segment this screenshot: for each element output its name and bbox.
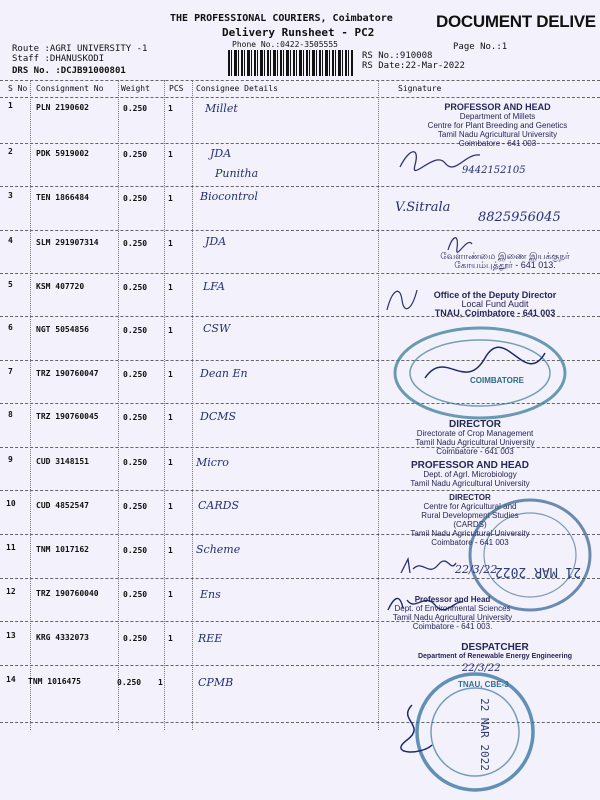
row-consignment: TRZ 190760040: [36, 589, 99, 598]
row-consignment: PLN 2190602: [36, 103, 89, 112]
stamp-cards: DIRECTOR Centre for Agricultural and Rural Development Studies (CARDS) Tamil Nadu Agricultural University Coimbatore - 641 003: [410, 493, 530, 547]
row-weight: 0.250: [123, 283, 148, 292]
signature-11: [398, 555, 458, 580]
stamp-lfa: Office of the Deputy Director Local Fund Audit TNAU, Coimbatore - 641 003: [433, 290, 557, 318]
row-sno: 14: [6, 675, 16, 684]
phone-handwritten: 9442152105: [462, 165, 526, 176]
row-sno: 5: [8, 280, 13, 289]
row-sno: 9: [8, 455, 13, 464]
stamp-millets: PROFESSOR AND HEAD Department of Millets Centre for Plant Breeding and Genetics Tamil Nadu Agricultural University Coimbatore - 641 003: [427, 102, 568, 148]
column-header-pcs: PCS: [169, 84, 184, 93]
row-pcs: 1: [168, 590, 173, 599]
document-title: DOCUMENT DELIVE: [436, 12, 596, 31]
row-consignee-2: Punitha: [215, 167, 259, 180]
signature-5: [382, 280, 422, 320]
row-sno: 3: [8, 191, 13, 200]
row-consignee: CARDS: [198, 499, 239, 512]
row-consignment: TRZ 190760045: [36, 412, 99, 421]
row-consignee: LFA: [203, 280, 225, 293]
phone-handwritten-3: 8825956045: [478, 210, 561, 225]
row-sno: 7: [8, 367, 13, 376]
barcode: [228, 50, 353, 76]
route-label: Route :AGRI UNIVERSITY -1: [12, 44, 148, 54]
company-name: THE PROFESSIONAL COURIERS, Coimbatore: [170, 13, 393, 24]
row-pcs: 1: [168, 239, 173, 248]
row-pcs: 1: [168, 150, 173, 159]
row-weight: 0.250: [123, 458, 148, 467]
row-consignee: JDA: [205, 235, 227, 248]
row-weight: 0.250: [123, 104, 148, 113]
row-pcs: 1: [168, 283, 173, 292]
row-consignee: Millet: [205, 102, 238, 115]
row-weight: 0.250: [123, 370, 148, 379]
column-header-sno: S No: [8, 84, 28, 93]
row-weight: 0.250: [123, 239, 148, 248]
row-consignee: DCMS: [200, 410, 237, 423]
row-pcs: 1: [168, 194, 173, 203]
row-weight: 0.250: [117, 678, 142, 687]
row-consignment: TEN 1866484: [36, 193, 89, 202]
row-sno: 10: [6, 499, 16, 508]
drs-number: DRS No. :DCJB91000801: [12, 66, 126, 76]
row-consignment: TRZ 190760047: [36, 369, 99, 378]
row-pcs: 1: [168, 104, 173, 113]
seal-city: COIMBATORE: [470, 376, 524, 385]
row-sno: 11: [6, 543, 16, 552]
row-pcs: 1: [168, 546, 173, 555]
row-weight: 0.250: [123, 502, 148, 511]
row-consignment: KRG 4332073: [36, 633, 89, 642]
row-weight: 0.250: [123, 413, 148, 422]
row-pcs: 1: [168, 502, 173, 511]
row-weight: 0.250: [123, 590, 148, 599]
date-stamp-2: 22 MAR 2022: [477, 698, 491, 771]
phone-number: Phone No.:0422-3505555: [232, 40, 338, 49]
page-number: Page No.:1: [453, 42, 508, 52]
column-header-weight: Weight: [121, 84, 150, 93]
row-consignee: Dean En: [200, 367, 248, 380]
rs-date: RS Date:22-Mar-2022: [362, 61, 465, 71]
row-consignee: JDA: [210, 147, 232, 160]
round-seal-text: TNAU, CBE-3: [458, 680, 509, 689]
handwritten-date-13: 22/3/22: [462, 663, 501, 674]
handwritten-date: 22/3/22: [455, 563, 498, 576]
row-consignee: Scheme: [196, 543, 241, 556]
row-weight: 0.250: [123, 326, 148, 335]
signature-12: [385, 590, 465, 615]
row-sno: 8: [8, 410, 13, 419]
row-sno: 13: [6, 631, 16, 640]
row-pcs: 1: [168, 326, 173, 335]
stamp-jda-tamil: வேளாண்மை இணை இயக்குநர் கோயம்புத்தூர் - 641 013.: [440, 251, 570, 270]
row-pcs: 1: [168, 458, 173, 467]
stamp-despatcher: DESPATCHER Department of Renewable Energy Engineering: [417, 642, 573, 660]
row-weight: 0.250: [123, 634, 148, 643]
row-consignee: Ens: [200, 588, 221, 601]
stamp-environmental: Professor and Head Dept. of Environmental Sciences Tamil Nadu Agricultural University Coimbatore - 641 003.: [392, 595, 513, 631]
stamp-crop-management: DIRECTOR Directorate of Crop Management Tamil Nadu Agricultural University Coimbatore - 641 003: [415, 419, 535, 456]
row-consignment: TNM 1017162: [36, 545, 89, 554]
column-header-consignee: Consignee Details: [196, 84, 278, 93]
row-consignment: KSM 407720: [36, 282, 85, 291]
signature-3: V.Sitrala: [395, 200, 451, 215]
row-pcs: 1: [168, 413, 173, 422]
row-consignment: PDK 5919002: [36, 149, 89, 158]
row-pcs: 1: [168, 370, 173, 379]
page-title: Delivery Runsheet - PC2: [222, 26, 375, 39]
row-sno: 12: [6, 587, 16, 596]
row-consignment: TNM 1016475: [28, 677, 81, 686]
row-consignment: CUD 4852547: [36, 501, 89, 510]
round-seal: [385, 318, 585, 428]
column-header-signature: Signature: [398, 84, 442, 93]
stamp-microbiology: PROFESSOR AND HEAD Dept. of Agrl. Microbiology Tamil Nadu Agricultural University: [410, 460, 530, 488]
date-stamp: 21 MAR 2022: [495, 564, 582, 579]
row-consignment: SLM 291907314: [36, 238, 99, 247]
row-consignee: Biocontrol: [200, 190, 258, 203]
row-consignment: CUD 3148151: [36, 457, 89, 466]
row-pcs: 1: [158, 678, 163, 687]
row-weight: 0.250: [123, 546, 148, 555]
staff-label: Staff :DHANUSKODI: [12, 54, 105, 64]
row-consignee: CSW: [203, 322, 231, 335]
row-sno: 2: [8, 147, 13, 156]
row-sno: 4: [8, 236, 13, 245]
row-weight: 0.250: [123, 194, 148, 203]
row-sno: 6: [8, 323, 13, 332]
rs-number: RS No.:910008: [362, 51, 433, 61]
signature-14: [392, 700, 437, 760]
row-consignee: REE: [198, 632, 223, 645]
row-consignee: Micro: [196, 456, 229, 469]
row-sno: 1: [8, 101, 13, 110]
row-weight: 0.250: [123, 150, 148, 159]
row-pcs: 1: [168, 634, 173, 643]
row-consignment: NGT 5054856: [36, 325, 89, 334]
row-consignee: CPMB: [198, 676, 234, 689]
column-header-consignment: Consignment No: [36, 84, 104, 93]
